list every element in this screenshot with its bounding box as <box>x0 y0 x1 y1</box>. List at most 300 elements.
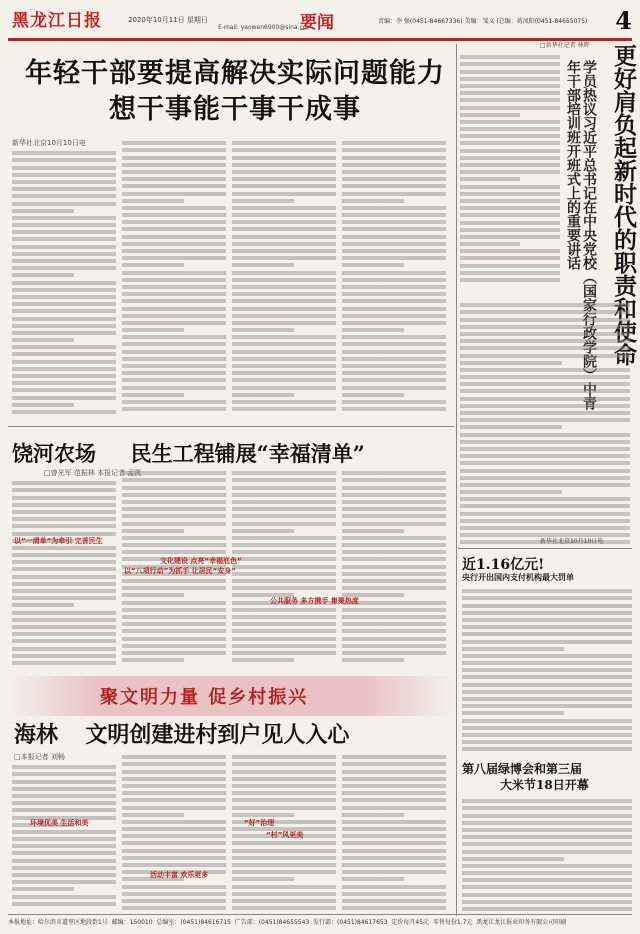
text-line <box>122 791 226 795</box>
text-line <box>12 639 116 643</box>
text-line <box>12 567 116 571</box>
text-line <box>232 148 336 152</box>
text-line <box>342 543 446 547</box>
masthead-rule <box>8 38 632 41</box>
text-line <box>460 368 630 372</box>
text-line <box>122 608 226 612</box>
story3-headline-right: 文明创建进村到户见人入心 <box>85 722 350 748</box>
text-line <box>342 906 446 910</box>
text-line <box>122 543 226 547</box>
text-line <box>460 504 630 508</box>
text-line <box>12 654 116 658</box>
footer-ad: 广告部：(0451)84655543 <box>234 919 310 926</box>
text-line <box>122 213 226 217</box>
text-line <box>462 654 632 658</box>
text-line <box>12 396 116 400</box>
text-line <box>12 223 116 227</box>
text-line <box>460 91 560 95</box>
text-line <box>12 496 116 500</box>
text-line <box>342 192 446 196</box>
text-line <box>462 850 632 854</box>
text-line <box>232 784 336 788</box>
text-line <box>460 213 560 217</box>
text-line <box>12 302 116 306</box>
text-line <box>232 536 336 540</box>
text-line <box>462 697 632 701</box>
text-line <box>342 148 446 152</box>
text-line <box>460 70 560 74</box>
text-line <box>232 755 336 759</box>
text-line <box>232 557 336 561</box>
page-number: 4 <box>615 6 632 35</box>
text-line <box>122 263 184 267</box>
text-line <box>122 299 226 303</box>
text-line <box>460 389 630 393</box>
text-line <box>12 794 116 798</box>
text-line <box>122 885 226 889</box>
text-line <box>122 156 226 160</box>
text-line <box>460 483 630 487</box>
text-line <box>342 899 446 903</box>
text-line <box>232 762 336 766</box>
text-line <box>12 808 116 812</box>
text-line <box>12 837 116 841</box>
text-line <box>232 471 336 475</box>
text-line <box>342 263 404 267</box>
text-line <box>342 841 446 845</box>
text-line <box>460 418 630 422</box>
text-line <box>12 237 116 241</box>
text-line <box>460 55 560 59</box>
divider <box>458 548 632 549</box>
text-line <box>232 249 336 253</box>
text-line <box>12 546 116 550</box>
text-line <box>232 806 336 810</box>
text-line <box>342 834 446 838</box>
text-line <box>462 683 632 687</box>
text-line <box>232 213 336 217</box>
text-line <box>122 514 226 518</box>
text-line <box>232 163 336 167</box>
text-line <box>12 180 116 184</box>
story3-subhead-2: 活动丰富 欢乐更多 <box>150 871 209 879</box>
text-line <box>232 629 336 633</box>
story2-byline: □曾光军 范振林 本报记者 孟凯 <box>44 469 142 477</box>
text-line <box>12 532 116 536</box>
text-line <box>462 604 632 608</box>
text-line <box>122 471 226 475</box>
text-line <box>122 806 226 810</box>
text-line <box>232 263 294 267</box>
text-line <box>12 360 116 364</box>
editor-credits: 责编：李 强(0451-84667336) 美编：邹义 (总编：蒋凤阳(0451-84655075) <box>378 18 588 25</box>
text-line <box>232 235 336 239</box>
story2-headline-right: 民生工程铺展“幸福清单” <box>130 441 365 466</box>
story3-subhead-4: “村”风更美 <box>266 831 304 839</box>
text-line <box>462 864 632 868</box>
text-line <box>462 632 632 636</box>
news-right-body-2 <box>462 796 632 912</box>
text-line <box>342 770 446 774</box>
text-line <box>12 780 116 784</box>
text-line <box>232 522 336 526</box>
text-line <box>462 747 632 751</box>
text-line <box>232 529 294 533</box>
text-line <box>122 242 226 246</box>
text-line <box>460 497 630 501</box>
text-line <box>122 601 226 605</box>
text-line <box>342 156 446 160</box>
text-line <box>122 192 226 196</box>
text-line <box>232 870 336 874</box>
text-line <box>460 454 630 458</box>
text-line <box>460 461 630 465</box>
text-line <box>460 490 562 494</box>
text-line <box>460 242 520 246</box>
text-line <box>460 235 560 239</box>
text-line <box>122 148 226 152</box>
footer-rule <box>8 914 632 915</box>
text-line <box>232 335 336 339</box>
news-right-title-2: 第八届绿博会和第三届 <box>462 762 583 776</box>
lead-dateline: 新华社北京10月10日电 <box>12 139 86 147</box>
text-line <box>12 517 116 521</box>
text-line <box>342 478 446 482</box>
story2-subhead-2: 以“八项行动”为抓手 让居民“安身” <box>124 567 236 575</box>
text-line <box>12 317 116 321</box>
text-line <box>232 314 336 318</box>
text-line <box>342 798 446 802</box>
sidebar-column-1 <box>460 52 560 288</box>
lead-column-4 <box>342 138 446 418</box>
text-line <box>232 500 336 504</box>
text-line <box>12 388 116 392</box>
text-line <box>462 719 632 723</box>
text-line <box>12 194 116 198</box>
text-line <box>232 321 336 325</box>
sidebar-headline: 更好肩负起新时代的职责和使命 <box>610 44 637 366</box>
text-line <box>342 493 446 497</box>
text-line <box>12 403 74 407</box>
text-line <box>122 292 226 296</box>
text-line <box>342 813 404 817</box>
text-line <box>232 841 336 845</box>
text-line <box>122 906 226 910</box>
text-line <box>232 493 336 497</box>
text-line <box>122 400 226 404</box>
text-line <box>232 906 336 910</box>
text-line <box>462 596 632 600</box>
text-line <box>122 777 226 781</box>
text-line <box>460 271 560 275</box>
story3-headline <box>14 718 349 749</box>
text-line <box>12 895 116 899</box>
text-line <box>460 199 560 203</box>
text-line <box>460 526 630 530</box>
text-line <box>460 440 630 444</box>
text-line <box>342 579 446 583</box>
text-line <box>342 651 446 655</box>
text-line <box>460 120 560 124</box>
masthead <box>8 6 632 36</box>
text-line <box>232 777 336 781</box>
text-line <box>122 220 226 224</box>
text-line <box>232 798 336 802</box>
text-line <box>342 235 446 239</box>
text-line <box>342 762 446 766</box>
text-line <box>342 863 446 867</box>
text-line <box>122 784 226 788</box>
text-line <box>342 386 446 390</box>
text-line <box>232 386 336 390</box>
text-line <box>460 476 630 480</box>
text-line <box>342 529 404 533</box>
text-line <box>12 488 116 492</box>
lead-column-3 <box>232 138 336 418</box>
text-line <box>122 170 226 174</box>
text-line <box>122 522 226 526</box>
text-line <box>460 346 630 350</box>
text-line <box>460 163 560 167</box>
text-line <box>12 345 116 349</box>
text-line <box>122 827 226 831</box>
text-line <box>232 849 336 853</box>
story3-column-2 <box>122 752 226 912</box>
text-line <box>342 170 446 174</box>
text-line <box>462 668 632 672</box>
text-line <box>12 625 116 629</box>
text-line <box>462 871 632 875</box>
text-line <box>460 339 630 343</box>
text-line <box>342 892 446 896</box>
text-line <box>12 589 116 593</box>
text-line <box>342 471 446 475</box>
text-line <box>460 228 560 232</box>
text-line <box>12 273 74 277</box>
text-line <box>12 801 116 805</box>
text-line <box>12 481 116 485</box>
text-line <box>12 844 116 848</box>
text-line <box>342 271 446 275</box>
text-line <box>12 352 116 356</box>
text-line <box>460 310 630 314</box>
text-line <box>232 608 336 612</box>
text-line <box>232 877 294 881</box>
text-line <box>12 880 116 884</box>
text-line <box>232 357 336 361</box>
text-line <box>232 400 336 404</box>
text-line <box>12 374 116 378</box>
text-line <box>342 827 446 831</box>
text-line <box>460 303 630 307</box>
text-line <box>12 166 116 170</box>
text-line <box>122 177 226 181</box>
text-line <box>12 266 116 270</box>
text-line <box>12 596 116 600</box>
text-line <box>342 307 446 311</box>
text-line <box>342 806 446 810</box>
text-line <box>122 529 184 533</box>
text-line <box>462 726 632 730</box>
news-right-subtitle-1: 央行开出国内支付机构最大罚单 <box>462 573 574 582</box>
text-line <box>460 433 630 437</box>
text-line <box>460 375 630 379</box>
footer-fax: 总编室：(0451)84616715 <box>156 919 231 926</box>
text-line <box>342 299 446 303</box>
text-line <box>460 447 630 451</box>
text-line <box>460 127 560 131</box>
text-line <box>232 586 336 590</box>
text-line <box>12 859 116 863</box>
text-line <box>122 770 226 774</box>
text-line <box>232 220 336 224</box>
story3-subhead-1: 环境优美 生活和美 <box>30 819 89 827</box>
text-line <box>342 622 446 626</box>
text-line <box>342 220 446 224</box>
text-line <box>232 177 336 181</box>
text-line <box>12 245 116 249</box>
text-line <box>232 658 294 662</box>
divider <box>8 426 454 427</box>
text-line <box>122 393 184 397</box>
text-line <box>232 514 336 518</box>
text-line <box>342 371 446 375</box>
text-line <box>232 856 336 860</box>
story2-headline-left: 饶河农场 <box>12 441 96 466</box>
text-line <box>460 361 562 365</box>
text-line <box>342 849 446 853</box>
text-line <box>122 856 226 860</box>
text-line <box>342 877 404 881</box>
text-line <box>12 618 116 622</box>
text-line <box>460 264 560 268</box>
text-line <box>460 170 560 174</box>
text-line <box>462 733 632 737</box>
footer-price: 定价每月45元 <box>391 919 430 926</box>
text-line <box>122 507 226 511</box>
text-line <box>232 791 336 795</box>
text-line <box>460 192 560 196</box>
text-line <box>232 651 336 655</box>
text-line <box>232 141 336 145</box>
text-line <box>462 814 632 818</box>
text-line <box>232 770 336 774</box>
text-line <box>342 285 446 289</box>
text-line <box>462 878 632 882</box>
text-line <box>460 185 560 189</box>
text-line <box>122 206 226 210</box>
text-line <box>460 177 520 181</box>
text-line <box>342 637 446 641</box>
text-line <box>232 256 336 260</box>
lead-headline-line2: 想干事能干事干成事 <box>109 94 361 125</box>
text-line <box>342 629 446 633</box>
text-line <box>342 141 446 145</box>
text-line <box>232 170 336 174</box>
footer-retail: 零售每份1.7元 <box>432 919 473 926</box>
text-line <box>12 230 116 234</box>
text-line <box>462 885 632 889</box>
text-line <box>460 249 560 253</box>
text-line <box>462 806 632 810</box>
text-line <box>460 278 560 282</box>
text-line <box>342 870 446 874</box>
text-line <box>342 400 446 404</box>
text-line <box>12 560 116 564</box>
text-line <box>462 828 632 832</box>
text-line <box>12 575 116 579</box>
text-line <box>12 367 116 371</box>
text-line <box>12 410 116 414</box>
text-line <box>342 514 446 518</box>
story2-subhead-3: 文化建设 点亮“幸福底色” <box>160 557 242 565</box>
text-line <box>342 335 446 339</box>
text-line <box>342 644 446 648</box>
text-line <box>122 184 226 188</box>
text-line <box>232 393 294 397</box>
lead-column-2 <box>122 138 226 418</box>
text-line <box>342 350 446 354</box>
text-line <box>12 216 116 220</box>
text-line <box>460 62 560 66</box>
text-line <box>232 407 336 411</box>
text-line <box>12 510 116 514</box>
text-line <box>12 288 116 292</box>
text-line <box>460 382 630 386</box>
text-line <box>342 565 446 569</box>
text-line <box>12 887 74 891</box>
text-line <box>342 856 446 860</box>
text-line <box>12 524 116 528</box>
contact-email: E-mail: yaowen6900@sina.cn <box>218 24 307 31</box>
text-line <box>12 772 116 776</box>
story3-headline-left: 海林 <box>14 722 59 748</box>
text-line <box>232 892 336 896</box>
text-line <box>342 500 446 504</box>
text-line <box>122 486 226 490</box>
text-line <box>342 586 446 590</box>
text-line <box>460 354 630 358</box>
text-line <box>342 278 446 282</box>
text-line <box>12 259 116 263</box>
text-line <box>462 618 632 622</box>
footer-printer: 黑龙江龙江报业印务有限公司印刷 <box>476 919 567 926</box>
text-line <box>232 572 336 576</box>
text-line <box>232 299 336 303</box>
text-line <box>12 632 116 636</box>
text-line <box>462 675 632 679</box>
text-line <box>462 857 564 861</box>
text-line <box>232 371 336 375</box>
text-line <box>122 350 226 354</box>
text-line <box>460 98 560 102</box>
text-line <box>232 271 336 275</box>
text-line <box>460 318 630 322</box>
text-line <box>462 842 632 846</box>
text-line <box>12 324 116 328</box>
text-line <box>460 134 560 138</box>
text-line <box>342 820 446 824</box>
text-line <box>342 885 446 889</box>
text-line <box>12 787 116 791</box>
text-line <box>122 256 226 260</box>
text-line <box>232 342 336 346</box>
text-line <box>12 553 116 557</box>
text-line <box>460 469 630 473</box>
sidebar-dateline: 新华社北京10月10日电 <box>540 538 604 545</box>
text-line <box>122 550 226 554</box>
text-line <box>232 328 294 332</box>
